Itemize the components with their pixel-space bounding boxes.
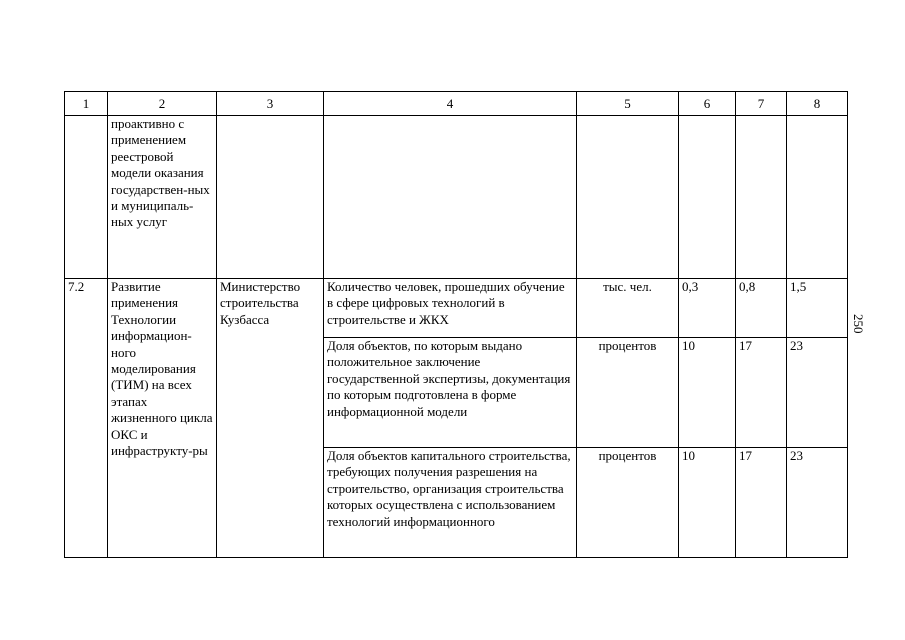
indicator-value-8: 1,5 bbox=[787, 279, 848, 338]
indicator-value-8: 23 bbox=[787, 338, 848, 448]
header-col-2: 2 bbox=[108, 92, 217, 116]
cell-empty bbox=[787, 116, 848, 279]
indicator-value-7: 17 bbox=[736, 448, 787, 558]
indicator-unit: процентов bbox=[577, 448, 679, 558]
cell-empty bbox=[577, 116, 679, 279]
indicator-unit: тыс. чел. bbox=[577, 279, 679, 338]
measure-name: Развитие применения Технологии информацион-ного моделирования (ТИМ) на всех этапах жизненного цикла ОКС и инфраструкту-ры bbox=[108, 279, 217, 558]
page-number: 250 bbox=[851, 314, 866, 334]
indicator-value-6: 10 bbox=[679, 338, 736, 448]
header-col-3: 3 bbox=[217, 92, 324, 116]
indicator-value-6: 0,3 bbox=[679, 279, 736, 338]
indicator-unit: процентов bbox=[577, 338, 679, 448]
header-col-1: 1 bbox=[65, 92, 108, 116]
header-col-5: 5 bbox=[577, 92, 679, 116]
header-col-4: 4 bbox=[324, 92, 577, 116]
header-col-8: 8 bbox=[787, 92, 848, 116]
cell-empty bbox=[679, 116, 736, 279]
indicator-text: Доля объектов капитального строительства, требующих получения разрешения на строительство, организация строительства которых осуществлена с использованием технологий информационного bbox=[324, 448, 577, 558]
measure-name-continuation: проактивно с применением реестровой модели оказания государствен-ных и муниципаль-ных услуг bbox=[108, 116, 217, 279]
indicator-value-6: 10 bbox=[679, 448, 736, 558]
header-col-6: 6 bbox=[679, 92, 736, 116]
document-table bbox=[64, 91, 848, 558]
header-row bbox=[65, 92, 848, 116]
cell-empty bbox=[65, 116, 108, 279]
continuation-row bbox=[65, 116, 848, 279]
table-row bbox=[65, 279, 848, 338]
indicator-text: Доля объектов, по которым выдано положительное заключение государственной экспертизы, документация по которым подготовлена в форме информационной модели bbox=[324, 338, 577, 448]
row-number: 7.2 bbox=[65, 279, 108, 558]
indicator-text: Количество человек, прошедших обучение в сфере цифровых технологий в строительстве и ЖКХ bbox=[324, 279, 577, 338]
cell-empty bbox=[217, 116, 324, 279]
executor: Министерство строительства Кузбасса bbox=[217, 279, 324, 558]
header-col-7: 7 bbox=[736, 92, 787, 116]
cell-empty bbox=[736, 116, 787, 279]
indicator-value-7: 0,8 bbox=[736, 279, 787, 338]
indicator-value-8: 23 bbox=[787, 448, 848, 558]
cell-empty bbox=[324, 116, 577, 279]
indicator-value-7: 17 bbox=[736, 338, 787, 448]
